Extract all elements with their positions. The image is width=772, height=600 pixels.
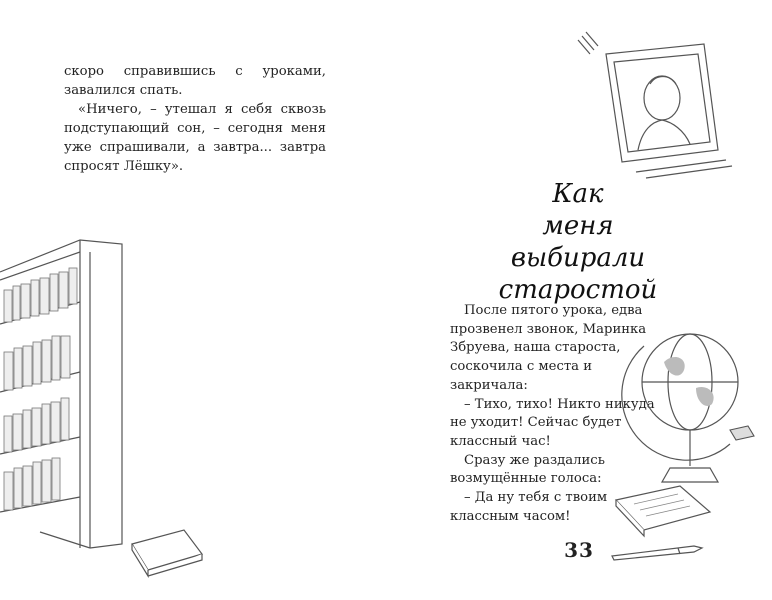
notebook-illustration: [614, 484, 714, 536]
chapter-title-line: меня выбирали: [510, 211, 646, 273]
paragraph: – Да ну тебя с твоим классным часом!: [450, 490, 608, 524]
bookshelf-illustration: [0, 232, 135, 552]
paragraph: скоро справившись с уроками, завалился спать.: [64, 64, 326, 98]
paragraph: – Тихо, тихо! Никто никуда не уходит! Сейчас будет классный час!: [450, 396, 655, 449]
chapter-title-line: Как: [552, 179, 604, 209]
framed-portrait-illustration: [576, 32, 736, 182]
eraser-illustration: [728, 424, 758, 444]
left-page-text: [64, 62, 326, 176]
page-number: 33: [564, 538, 594, 562]
globe-illustration: [634, 306, 754, 496]
book-illustration: [126, 526, 206, 574]
pen-illustration: [608, 540, 708, 560]
chapter-title: [478, 178, 678, 306]
paragraph: Сразу же раздались возмущённые голоса:: [450, 452, 605, 487]
right-page: [386, 0, 772, 600]
paragraph: «Ничего, – утешал я себя сквозь подступающий сон, – сегодня меня уже спрашивали, а завтра... завтра спросят Лёшку».: [64, 102, 326, 174]
chapter-title-line: старостой: [498, 275, 658, 305]
paragraph: После пятого урока, едва прозвенел звонок, Маринка Збруева, наша староста, соскочила с места и закричала:: [450, 303, 647, 393]
